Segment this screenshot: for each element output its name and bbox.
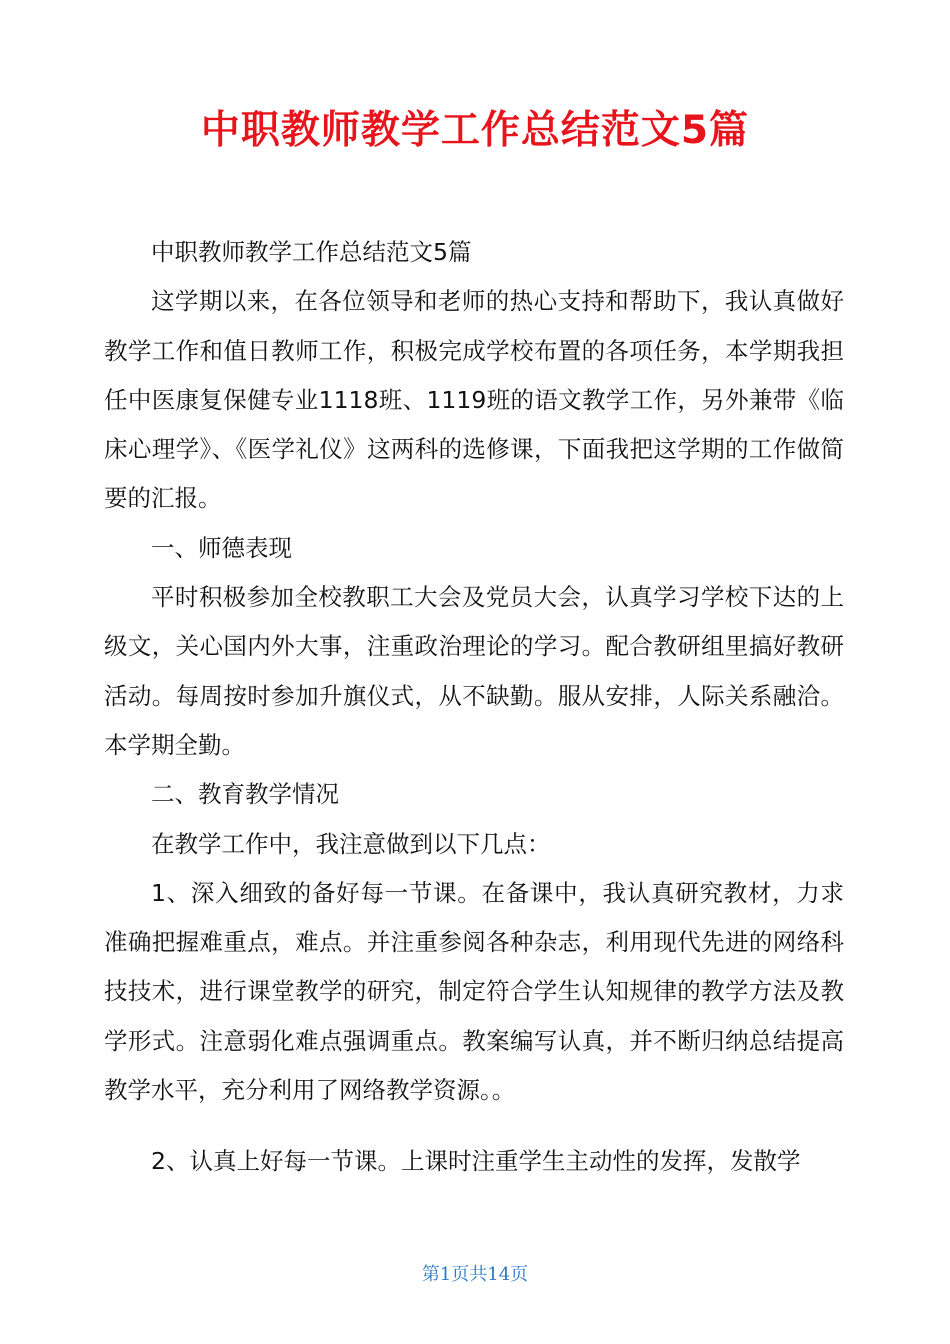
page-number-footer: 第1页共14页 (421, 1264, 529, 1285)
section-heading-ethics: 一、师德表现 (151, 533, 292, 562)
section-heading-teaching: 二、教育教学情况 (151, 780, 339, 809)
paragraph-intro: 这学期以来，在各位领导和老师的热心支持和帮助下，我认真做好教学工作和值日教师工作，积极完成学校布置的各项任务，本学期我担任中医康复保健专业1118班、1119班的语文教学工作，另外兼带《临床心理学》、《医学礼仪》这两科的选修课，下面我把这学期的工作做简要的汇报。 (104, 287, 844, 513)
paragraph-teaching-intro: 在教学工作中，我注意做到以下几点： (151, 829, 551, 858)
paragraph-subtitle: 中职教师教学工作总结范文5篇 (151, 238, 472, 266)
document-body (104, 228, 844, 1187)
paragraph-ethics: 平时积极参加全校教职工大会及党员大会，认真学习学校下达的上级文，关心国内外大事，注重政治理论的学习。配合教研组里搞好教研活动。每周按时参加升旗仪式，从不缺勤。服从安排，人际关系融洽。本学期全勤。 (104, 583, 844, 759)
paragraph-point-2: 2、认真上好每一节课。上课时注重学生主动性的发挥，发散学 (151, 1147, 801, 1176)
document-title: 中职教师教学工作总结范文5篇 (200, 108, 750, 153)
paragraph-point-1: 1、深入细致的备好每一节课。在备课中，我认真研究教材，力求准确把握难重点，难点。并注重参阅各种杂志，利用现代先进的网络科技技术，进行课堂教学的研究，制定符合学生认知规律的教学方法及教学形式。注意弱化难点强调重点。教案编写认真，并不断归纳总结提高教学水平，充分利用了网络教学资源。。 (104, 878, 844, 1105)
